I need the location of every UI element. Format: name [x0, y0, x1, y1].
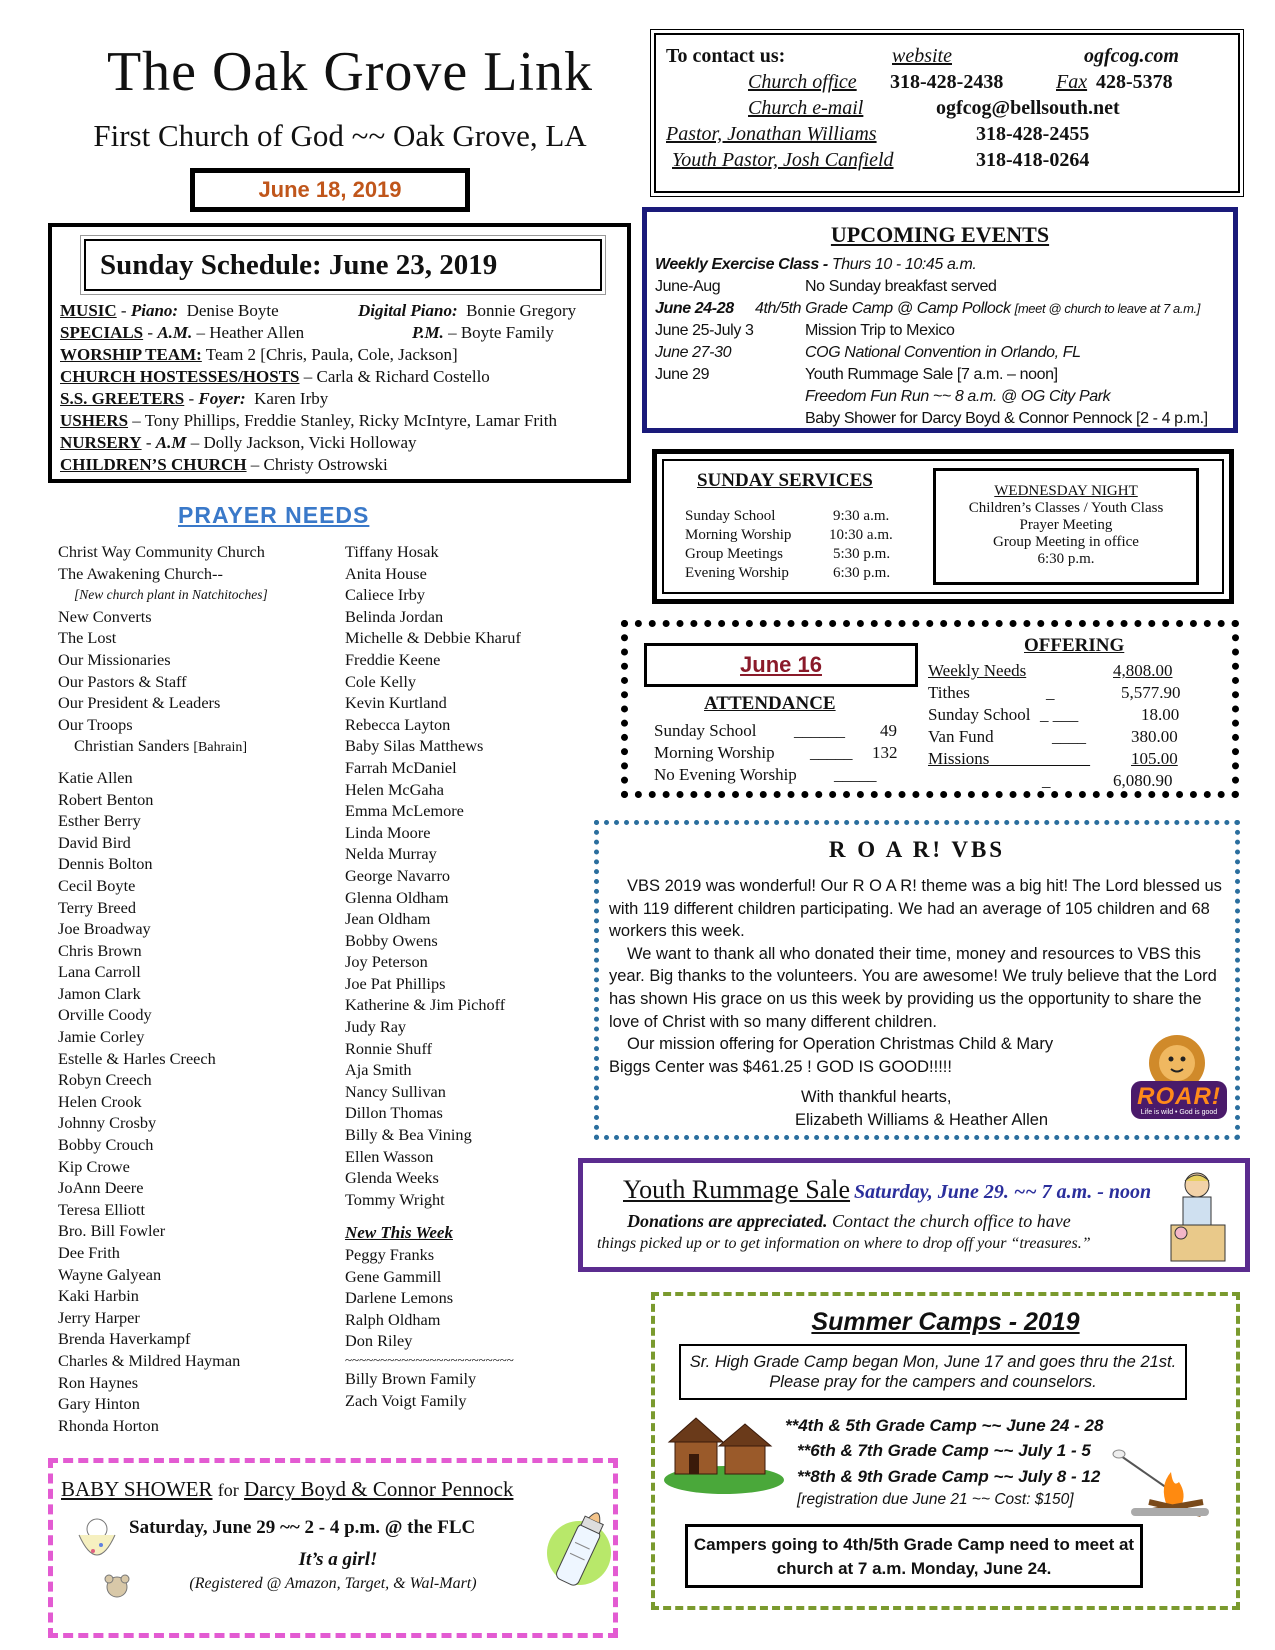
prayer-name-list	[345, 541, 521, 1210]
prayer-item: Glenna Oldham	[345, 887, 449, 907]
nursery-label: NURSERY	[60, 433, 142, 452]
issue-date: June 18, 2019	[190, 168, 470, 212]
childrens-church: – Christy Ostrowski	[250, 455, 388, 474]
event-date: June-Aug	[655, 278, 721, 295]
events-title: UPCOMING EVENTS	[830, 222, 1050, 247]
digital-piano-label: Digital Piano:	[358, 301, 458, 320]
worship-team-line	[60, 345, 458, 365]
prayer-item: Michelle & Debbie Kharuf	[345, 628, 521, 648]
prayer-item: Gene Gammill	[345, 1266, 442, 1286]
rummage-line2: things picked up or to get information on where to drop off your “treasures.”	[597, 1235, 1091, 1252]
contact-box	[654, 33, 1240, 193]
prayer-item: Lana Carroll	[58, 962, 141, 982]
event-date: June 27-30	[655, 344, 732, 361]
offering-value: 105.00	[1131, 749, 1178, 768]
exercise-label: Weekly Exercise Class -	[655, 256, 832, 273]
wednesday-line: Children’s Classes / Youth Class	[968, 500, 1164, 516]
prayer-item: Helen McGaha	[345, 779, 444, 799]
exercise-time: Thurs 10 - 10:45 a.m.	[831, 256, 977, 273]
prayer-item: Johnny Crosby	[58, 1113, 157, 1133]
cabin-icon	[661, 1410, 787, 1498]
prayer-item: Kip Crowe	[58, 1156, 130, 1176]
prayer-family-list	[345, 1368, 521, 1411]
event-text: Mission Trip to Mexico	[805, 322, 955, 339]
offering-underline: _ ___	[1040, 705, 1079, 724]
wednesday-line: Group Meeting in office	[993, 534, 1139, 550]
specials-pm-label: P.M.	[412, 323, 444, 342]
wednesday-title: WEDNESDAY NIGHT	[994, 483, 1138, 499]
event-date: June 29	[655, 366, 710, 383]
prayer-item: Anita House	[345, 563, 427, 583]
prayer-item: Joe Broadway	[58, 919, 151, 939]
event-text: Baby Shower for Darcy Boyd & Connor Pennock [2 - 4 p.m.]	[805, 410, 1208, 427]
service-name: Group Meetings	[685, 546, 783, 562]
prayer-item: Joy Peterson	[345, 952, 428, 972]
attendance-value: 132	[872, 743, 898, 762]
piano-player: Denise Boyte	[186, 301, 279, 320]
prayer-item: Robyn Creech	[58, 1070, 152, 1090]
prayer-item: Zach Voigt Family	[345, 1390, 467, 1410]
prayer-item: Rhonda Horton	[58, 1415, 159, 1435]
prayer-item: Wayne Galyean	[58, 1264, 162, 1284]
pastor-label: Pastor, Jonathan Williams	[666, 123, 877, 145]
prayer-item: Cole Kelly	[345, 671, 416, 691]
prayer-item: Jerry Harper	[58, 1307, 140, 1327]
newsletter-subtitle: First Church of God ~~ Oak Grove, LA	[93, 118, 587, 153]
prayer-item: Judy Ray	[345, 1017, 407, 1037]
digital-piano-player: Bonnie Gregory	[466, 301, 577, 320]
worship-label: WORSHIP TEAM:	[60, 345, 202, 364]
childrens-church-line	[60, 455, 388, 475]
hosts-line	[60, 367, 490, 387]
prayer-item: Tommy Wright	[345, 1189, 445, 1209]
prayer-item: Bobby Owens	[345, 930, 438, 950]
fax-label: Fax	[1056, 71, 1088, 93]
offering-value: 380.00	[1131, 727, 1178, 746]
prayer-item: The Lost	[58, 628, 117, 648]
prayer-item: Freddie Keene	[345, 649, 441, 669]
offering-name: Tithes	[928, 683, 970, 702]
prayer-troop-note: [Bahrain]	[193, 740, 248, 756]
service-time: 9:30 a.m.	[833, 508, 890, 524]
rummage-person-icon	[1163, 1169, 1233, 1265]
offering-value: 5,577.90	[1121, 683, 1181, 702]
rummage-donations: Donations are appreciated.	[627, 1211, 828, 1231]
greeters: Karen Irby	[254, 389, 329, 408]
prayer-title: PRAYER NEEDS	[178, 502, 370, 528]
ushers-label: USHERS	[60, 411, 129, 430]
event-date: June 24-28	[655, 300, 734, 317]
rummage-sale-box	[578, 1158, 1250, 1272]
attendance-title: ATTENDANCE	[704, 693, 836, 714]
attendance-name: Sunday School	[654, 721, 757, 740]
contact-lead: To contact us:	[666, 45, 786, 67]
vbs-box	[594, 820, 1240, 1140]
camp-item: **4th & 5th Grade Camp ~~ June 24 - 28	[785, 1416, 1104, 1435]
prayer-item: Dennis Bolton	[58, 854, 153, 874]
prayer-item: Esther Berry	[58, 811, 141, 831]
prayer-troop-name: Christian Sanders	[74, 736, 190, 756]
offering-underline: _	[1046, 683, 1055, 702]
new-this-week-list	[345, 1244, 521, 1352]
attendance-name: No Evening Worship	[654, 765, 797, 784]
prayer-item: Bro. Bill Fowler	[58, 1221, 166, 1241]
website-link[interactable]: ogfcog.com	[1084, 45, 1179, 67]
vbs-paragraph: We want to thank all who donated their time, money and resources to VBS this year. Big thanks to the volunteers. You are awesome! We truly believe that the Lord has shown His grace on us this week by providing us the opportunity to share the love of Christ with so many different children.	[609, 944, 1217, 1031]
wednesday-night-box	[933, 468, 1199, 585]
greeters-label: S.S. GREETERS	[60, 389, 185, 408]
prayer-item: Brenda Haverkampf	[58, 1329, 191, 1349]
camps-title: Summer Camps - 2019	[811, 1308, 1080, 1336]
wednesday-line: Prayer Meeting	[1019, 517, 1113, 533]
services-title: SUNDAY SERVICES	[697, 470, 873, 491]
offering-value: 18.00	[1141, 705, 1180, 724]
prayer-item: Ralph Oldham	[345, 1309, 441, 1329]
ushers-line	[60, 411, 557, 431]
prayer-item: Jamon Clark	[58, 983, 141, 1003]
event-text: Youth Rummage Sale [7 a.m. – noon]	[805, 366, 1058, 383]
prayer-item: Ellen Wasson	[345, 1146, 434, 1166]
prayer-item: Katie Allen	[58, 767, 133, 787]
music-label: MUSIC	[60, 301, 117, 320]
prayer-item: Ron Haynes	[58, 1372, 139, 1392]
prayer-item: Teresa Elliott	[58, 1199, 146, 1219]
website-label: website	[892, 45, 952, 67]
email-link[interactable]: ogfcog@bellsouth.net	[936, 97, 1120, 119]
baby-shower-registry: (Registered @ Amazon, Target, & Wal-Mart)	[189, 1575, 477, 1592]
prayer-item: George Navarro	[345, 865, 451, 885]
prayer-item: Dillon Thomas	[345, 1103, 443, 1123]
baby-shower-girl: It’s a girl!	[298, 1549, 378, 1570]
upcoming-events-box	[642, 207, 1238, 433]
vbs-paragraph: VBS 2019 was wonderful! Our R O A R! theme was a big hit! The Lord blessed us with 119 different children participating. We had an average of 105 children and 68 workers this week.	[609, 877, 1222, 941]
youth-pastor-phone: 318-418-0264	[976, 149, 1090, 171]
event-text: COG National Convention in Orlando, FL	[805, 344, 1081, 361]
prayer-divider: ~~~~~~~~~~~~~~~~~~~~~~~~	[345, 1351, 514, 1367]
baby-bib-icon	[67, 1515, 143, 1607]
prayer-item: Our Pastors & Staff	[58, 671, 187, 691]
prayer-item: New Converts	[58, 606, 152, 626]
prayer-item: Joe Pat Phillips	[345, 973, 446, 993]
service-time: 5:30 p.m.	[833, 546, 891, 562]
wednesday-line: 6:30 p.m.	[1037, 551, 1095, 567]
hosts: – Carla & Richard Costello	[303, 367, 490, 386]
prayer-item: Bobby Crouch	[58, 1135, 154, 1155]
prayer-item: Tiffany Hosak	[345, 542, 439, 561]
baby-title-a: BABY SHOWER	[61, 1477, 213, 1501]
prayer-item: Nelda Murray	[345, 844, 437, 864]
rummage-contact: Contact the church office to have	[832, 1211, 1071, 1231]
prayer-item: Cecil Boyte	[58, 875, 136, 895]
prayer-item: Emma McLemore	[345, 801, 464, 821]
prayer-item: Orville Coody	[58, 1005, 152, 1025]
childrens-church-label: CHILDREN’S CHURCH	[60, 455, 247, 474]
attendance-value: 49	[880, 721, 897, 740]
roar-logo	[1127, 1031, 1231, 1123]
prayer-item: Our Troops	[58, 714, 133, 734]
attendance-offering-box	[621, 620, 1239, 798]
prayer-item: Farrah McDaniel	[345, 757, 457, 777]
prayer-column-1	[58, 541, 268, 1436]
event-text	[755, 300, 1200, 318]
office-label: Church office	[748, 71, 857, 93]
schedule-title: Sunday Schedule: June 23, 2019	[84, 239, 602, 291]
prayer-item: Darlene Lemons	[345, 1288, 454, 1308]
prayer-item: Belinda Jordan	[345, 606, 444, 626]
prayer-troop	[58, 735, 268, 759]
nursery-am-label: A.M	[155, 433, 187, 452]
baby-shower-title	[61, 1477, 513, 1502]
foyer-label: Foyer:	[198, 389, 246, 408]
attendance-underline: _____	[834, 765, 877, 784]
event-date: June 25-July 3	[655, 322, 754, 339]
prayer-item: Charles & Mildred Hayman	[58, 1350, 241, 1370]
prayer-item: Robert Benton	[58, 789, 154, 809]
prayer-item: Dee Frith	[58, 1243, 120, 1262]
roar-logo-text: ROAR!	[1137, 1083, 1221, 1110]
campfire-icon	[1107, 1442, 1213, 1522]
vbs-paragraph: Our mission offering for Operation Christmas Child & Mary Biggs Center was $461.25 ! GOD IS GOOD!!!!!	[609, 1035, 1054, 1076]
camp-registration: [registration due June 21 ~~ Cost: $150]	[797, 1491, 1074, 1508]
prayer-item: David Bird	[58, 832, 131, 852]
prayer-item: JoAnn Deere	[58, 1178, 144, 1198]
prayer-item: Nancy Sullivan	[345, 1081, 446, 1101]
fax-number: 428-5378	[1096, 71, 1173, 93]
prayer-item: Billy Brown Family	[345, 1368, 477, 1388]
rummage-title: Youth Rummage Sale	[623, 1175, 851, 1204]
prayer-item: Baby Silas Matthews	[345, 736, 484, 756]
baby-shower-box	[48, 1458, 618, 1638]
prayer-item: Chris Brown	[58, 940, 142, 960]
rummage-heading	[623, 1175, 1151, 1205]
prayer-item: Katherine & Jim Pichoff	[345, 995, 506, 1015]
offering-name: Sunday School	[928, 705, 1031, 724]
prayer-item: Kaki Harbin	[58, 1286, 139, 1306]
prayer-note: [New church plant in Natchitoches]	[74, 587, 268, 603]
offering-underline: _	[1042, 771, 1051, 790]
baby-title-for: for	[217, 1480, 239, 1500]
prayer-item: Christ Way Community Church	[58, 542, 265, 561]
baby-shower-when: Saturday, June 29 ~~ 2 - 4 p.m. @ the FLC	[129, 1517, 476, 1538]
attendance-underline: _____	[810, 743, 853, 762]
roar-logo-tagline: Life is wild • God is good	[1140, 1109, 1218, 1116]
newsletter-title: The Oak Grove Link	[106, 41, 594, 103]
nursery: – Dolly Jackson, Vicki Holloway	[190, 433, 417, 452]
offering-name: Missions	[928, 749, 990, 768]
sunday-schedule-box	[48, 223, 631, 483]
specials-am: – Heather Allen	[196, 323, 305, 342]
event-row	[655, 278, 720, 296]
specials-line: SPECIALS - A.M. – Heather Allen P.M. – Boyte Family	[60, 323, 554, 342]
vbs-signoff: With thankful hearts,	[801, 1088, 952, 1107]
hosts-label: CHURCH HOSTESSES/HOSTS	[60, 367, 300, 386]
offering-value: 4,808.00	[1113, 661, 1173, 680]
greeters-line: S.S. GREETERS - Foyer: Karen Irby	[60, 389, 329, 408]
specials-label: SPECIALS	[60, 323, 144, 342]
youth-pastor-label: Youth Pastor, Josh Canfield	[672, 149, 894, 171]
prayer-item: Peggy Franks	[345, 1245, 435, 1264]
baby-title-b: Darcy Boyd & Connor Pennock	[243, 1477, 514, 1501]
service-time: 10:30 a.m.	[829, 527, 893, 543]
prayer-item: Jean Oldham	[345, 909, 431, 929]
prayer-item: Ronnie Shuff	[345, 1038, 432, 1058]
prayer-item: Gary Hinton	[58, 1394, 140, 1414]
summer-camps-box	[651, 1292, 1240, 1610]
service-time: 6:30 p.m.	[833, 565, 891, 581]
prayer-item: Kevin Kurtland	[345, 693, 447, 713]
sr-high-camp-note: Sr. High Grade Camp began Mon, June 17 and goes thru the 21st. Please pray for the campers and counselors.	[679, 1344, 1187, 1400]
prayer-item: Billy & Bea Vining	[345, 1125, 472, 1145]
offering-name: Weekly Needs	[928, 661, 1027, 680]
prayer-item: Don Riley	[345, 1331, 413, 1351]
worship-team: Team 2 [Chris, Paula, Cole, Jackson]	[205, 345, 458, 364]
camp-item: **8th & 9th Grade Camp ~~ July 8 - 12	[797, 1467, 1101, 1486]
offering-total: 6,080.90	[1113, 771, 1173, 790]
service-name: Morning Worship	[685, 527, 792, 543]
event-note: [meet @ church to leave at 7 a.m.]	[1014, 301, 1200, 316]
prayer-column-2	[345, 541, 521, 1411]
prayer-item: Caliece Irby	[345, 585, 426, 605]
event-camp-text: 4th/5th Grade Camp @ Camp Pollock	[755, 300, 1011, 317]
offering-underline: ____________	[988, 749, 1090, 768]
prayer-item: Estelle & Harles Creech	[58, 1048, 216, 1068]
rummage-line1	[627, 1211, 1071, 1232]
prayer-item: Glenda Weeks	[345, 1168, 439, 1188]
service-name: Sunday School	[685, 508, 776, 524]
prayer-item: Aja Smith	[345, 1060, 412, 1080]
baby-bottle-icon	[543, 1497, 613, 1607]
prayer-item: Rebecca Layton	[345, 714, 451, 734]
piano-label: Piano:	[130, 301, 179, 320]
prayer-item: Terry Breed	[58, 897, 136, 917]
offering-name: Van Fund	[928, 727, 994, 746]
attendance-underline: ______	[794, 721, 845, 740]
offering-underline: ____	[1052, 727, 1086, 746]
exercise-class	[655, 256, 976, 274]
specials-am-label: A.M.	[157, 323, 193, 342]
service-name: Evening Worship	[685, 565, 789, 581]
prayer-item: Our Missionaries	[58, 649, 171, 669]
prayer-item: Jamie Corley	[58, 1027, 145, 1047]
music-line: MUSIC - Piano: Denise Boyte Digital Piano: Bonnie Gregory	[60, 301, 577, 320]
new-this-week-title: New This Week	[345, 1223, 453, 1243]
prayer-item: Our President & Leaders	[58, 693, 221, 713]
prayer-item: Helen Crook	[58, 1091, 142, 1111]
vbs-signature: Elizabeth Williams & Heather Allen	[795, 1110, 1049, 1129]
vbs-title: R O A R! VBS	[828, 837, 1006, 862]
event-text: No Sunday breakfast served	[805, 278, 997, 295]
specials-pm: – Boyte Family	[448, 323, 554, 342]
rummage-when: Saturday, June 29. ~~ 7 a.m. - noon	[854, 1181, 1152, 1203]
office-phone: 318-428-2438	[890, 71, 1004, 93]
prayer-item: The Awakening Church--	[58, 563, 223, 583]
ushers: – Tony Phillips, Freddie Stanley, Ricky McIntyre, Lamar Frith	[132, 411, 557, 430]
prayer-name-list	[58, 767, 268, 1436]
offering-title: OFFERING	[1024, 635, 1125, 656]
attendance-date: June 16	[644, 643, 918, 687]
email-label: Church e-mail	[748, 97, 864, 119]
nursery-line: NURSERY - A.M – Dolly Jackson, Vicki Holloway	[60, 433, 417, 452]
camp-item: **6th & 7th Grade Camp ~~ July 1 - 5	[797, 1441, 1091, 1460]
pastor-phone: 318-428-2455	[976, 123, 1090, 145]
prayer-item: Linda Moore	[345, 822, 431, 842]
services-box	[652, 449, 1234, 604]
attendance-name: Morning Worship	[654, 743, 775, 762]
camp-meet-note: Campers going to 4th/5th Grade Camp need to meet at church at 7 a.m. Monday, June 24.	[685, 1524, 1143, 1588]
event-text: Freedom Fun Run ~~ 8 a.m. @ OG City Park	[805, 388, 1111, 405]
